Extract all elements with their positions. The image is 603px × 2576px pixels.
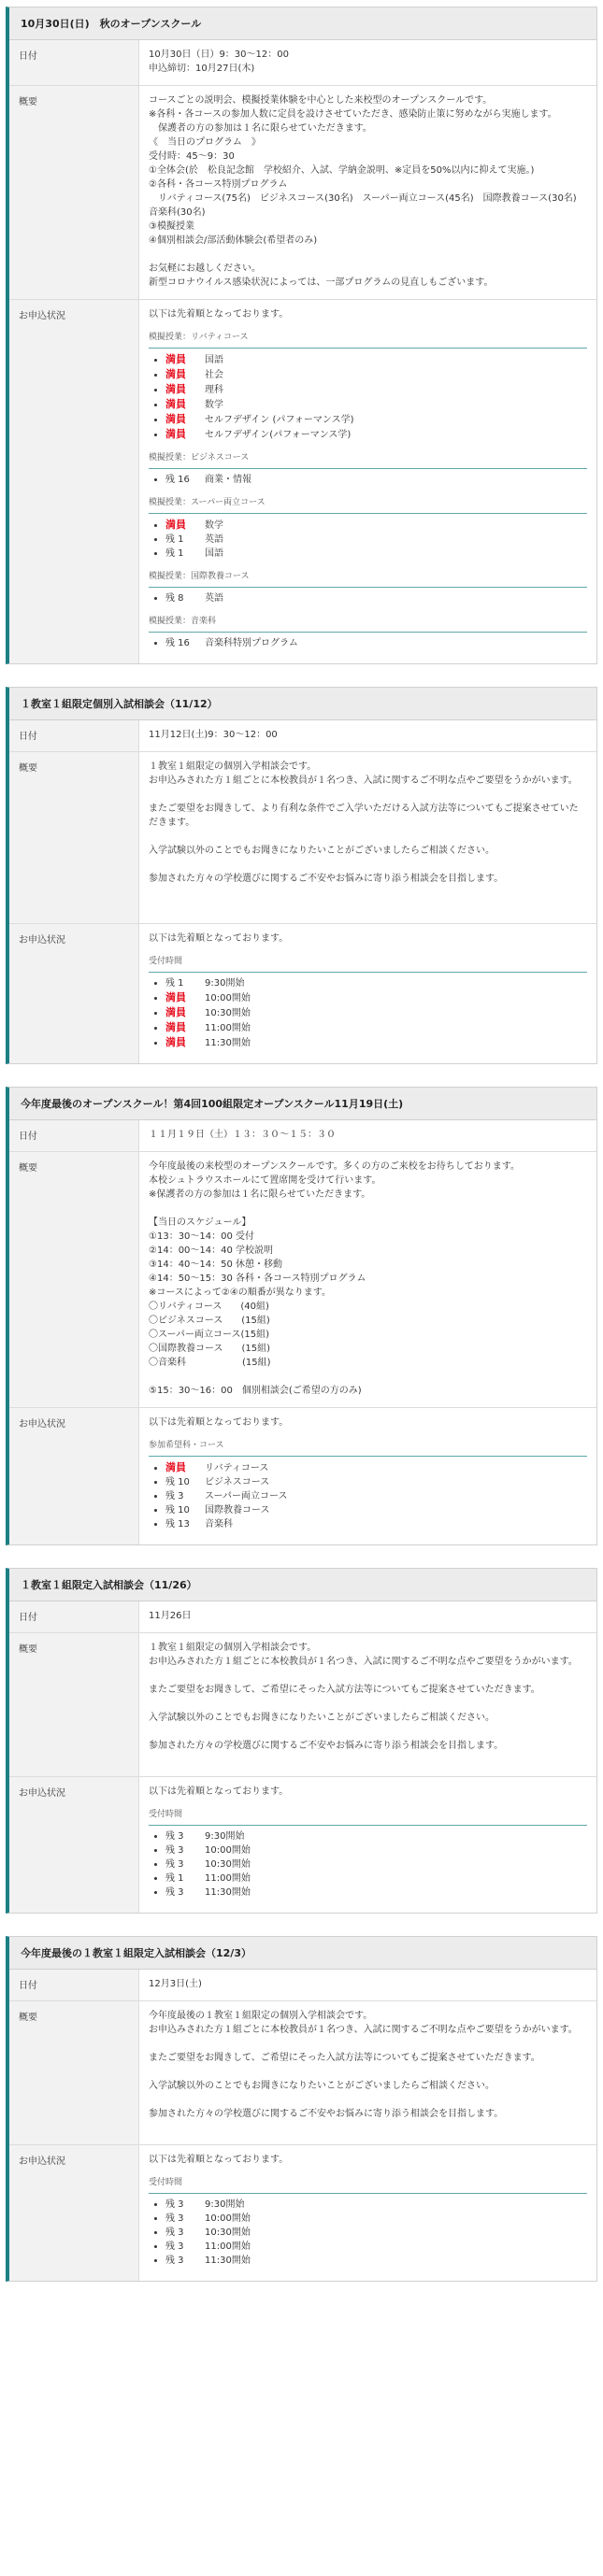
date-row: [9, 40, 596, 86]
slot-item: [165, 1829, 587, 1843]
summary-line: お申込みされた方１組ごとに本校教員が１名つき、入試に関するご不明な点やご要望をうかがいます。: [149, 2025, 578, 2035]
summary-line: 保護者の方の参加は１名に限らせていただきます。: [149, 123, 372, 134]
slot-item: [165, 1035, 587, 1050]
slot-item: [165, 412, 587, 427]
slot-text: 10:30開始: [205, 2227, 251, 2238]
summary-line: [149, 788, 587, 802]
date-row: [9, 1601, 596, 1633]
slot-text: 10:30開始: [205, 1008, 251, 1018]
summary-line: 【当日のスケジュール】: [149, 1217, 251, 1228]
summary-line: リバティコース(75名) ビジネスコース(30名) スーパー両立コース(45名) 国際教養コース(30名) 音楽科(30名): [149, 193, 586, 218]
slot-text: 国際教養コース: [205, 1505, 270, 1516]
summary-line: またご要望をお聞きして、ご希望にそった入試方法等についてもご提案させていただきます。: [149, 2053, 540, 2063]
status-lead: 以下は先着順となっております。: [149, 2155, 289, 2165]
slot-text: 英語: [205, 593, 223, 604]
slot-text: ビジネスコース: [205, 1477, 270, 1487]
slot-item: [165, 1517, 587, 1531]
summary-line: [149, 886, 587, 900]
slot-group-label: 模擬授業：スーパー両立コース: [149, 496, 587, 514]
summary-line: お申込みされた方１組ごとに本校教員が１名つき、入試に関するご不明な点やご要望をうかがいます。: [149, 776, 578, 786]
remaining-count: 残 3: [165, 2242, 184, 2252]
summary-line: [149, 900, 587, 914]
slot-text: 9:30開始: [205, 978, 245, 989]
slot-group-label: 受付時間: [149, 1808, 587, 1826]
slot-item: [165, 1886, 587, 1900]
summary-line: ※保護者の方の参加は１名に限らせていただきます。: [149, 1189, 371, 1200]
summary-label: 概要: [9, 1633, 139, 1776]
status-value: [139, 1777, 596, 1913]
summary-label: 概要: [9, 752, 139, 923]
slot-item: [165, 382, 587, 397]
slot-list: [149, 1460, 587, 1531]
slot-text: 11:00開始: [205, 1873, 251, 1884]
slot-item: [165, 2226, 587, 2240]
slot-text: 国語: [205, 355, 223, 365]
slot-text: 9:30開始: [205, 1831, 245, 1842]
status-value: [139, 2145, 596, 2281]
slot-item: [165, 1020, 587, 1035]
summary-row: [9, 752, 596, 924]
status-value: [139, 1408, 596, 1544]
remaining-count: 残 3: [165, 2199, 184, 2210]
date-label: 日付: [9, 1970, 139, 2000]
status-value: [139, 924, 596, 1063]
summary-label: 概要: [9, 1152, 139, 1407]
remaining-count: 残 3: [165, 1887, 184, 1898]
slot-item: [165, 1005, 587, 1020]
slot-text: 10:00開始: [205, 2213, 251, 2224]
slot-text: 11:00開始: [205, 1023, 251, 1033]
summary-value: [139, 1633, 596, 1776]
summary-line: [149, 1669, 587, 1683]
slot-item: [165, 518, 587, 533]
date-label: 日付: [9, 1601, 139, 1632]
remaining-count: 残 3: [165, 1491, 184, 1501]
full-badge: 満員: [165, 368, 186, 380]
slot-list: [149, 1829, 587, 1900]
summary-line: 〇音楽科 (15組): [149, 1358, 271, 1368]
date-value: [139, 1601, 596, 1632]
date-value: [139, 40, 596, 85]
status-row: [9, 1777, 596, 1913]
slot-item: [165, 1872, 587, 1886]
remaining-count: 残 13: [165, 1519, 190, 1530]
slot-item: [165, 473, 587, 487]
summary-line: ③14：40～14：50 休憩・移動: [149, 1260, 283, 1270]
full-badge: 満員: [165, 1461, 186, 1473]
date-row: [9, 720, 596, 752]
remaining-count: 残 1: [165, 1873, 184, 1884]
slot-item: [165, 1489, 587, 1503]
summary-line: [149, 1725, 587, 1739]
summary-row: [9, 86, 596, 300]
event-title: 今年度最後のオープンスクール！第4回100組限定オープンスクール11月19日(土): [9, 1088, 596, 1120]
summary-line: 入学試験以外のことでもお聞きになりたいことがございましたらご相談ください。: [149, 2081, 495, 2091]
slot-list: [149, 518, 587, 561]
slot-item: [165, 533, 587, 547]
remaining-count: 残 3: [165, 1831, 184, 1842]
summary-line: 参加された方々の学校選びに関するご不安やお悩みに寄り添う相談会を目指します。: [149, 2109, 504, 2119]
summary-row: [9, 1152, 596, 1408]
date-line: 11月12日(土)9：30～12：00: [149, 730, 278, 740]
slot-text: 音楽科: [205, 1519, 233, 1530]
summary-line: 《 当日のプログラム 》: [149, 137, 261, 148]
remaining-count: 残 10: [165, 1477, 190, 1487]
event-section: [6, 1568, 597, 1914]
slot-text: 商業・情報: [205, 475, 251, 485]
remaining-count: 残 8: [165, 593, 184, 604]
slot-item: [165, 976, 587, 990]
summary-line: 〇スーパー両立コース(15組): [149, 1330, 270, 1340]
status-row: [9, 300, 596, 663]
slot-text: 11:30開始: [205, 1038, 251, 1048]
summary-line: 参加された方々の学校選びに関するご不安やお悩みに寄り添う相談会を目指します。: [149, 874, 504, 884]
full-badge: 満員: [165, 1006, 186, 1018]
slot-text: 11:30開始: [205, 2256, 251, 2266]
summary-line: ③模擬授業: [149, 221, 194, 232]
remaining-count: 残 3: [165, 1845, 184, 1856]
remaining-count: 残 10: [165, 1505, 190, 1516]
slot-text: 社会: [205, 370, 223, 380]
status-value: [139, 300, 596, 663]
remaining-count: 残 3: [165, 2227, 184, 2238]
slot-list: [149, 636, 587, 650]
slot-item: [165, 1857, 587, 1872]
slot-item: [165, 397, 587, 412]
slot-list: [149, 976, 587, 1050]
slot-list: [149, 473, 587, 487]
date-value: [139, 1970, 596, 2000]
summary-line: [149, 1753, 587, 1767]
summary-line: [149, 1370, 587, 1384]
summary-line: ⑤15：30～16：00 個別相談会(ご希望の方のみ): [149, 1386, 362, 1396]
date-label: 日付: [9, 1120, 139, 1151]
status-label: お申込状況: [9, 924, 139, 1063]
summary-line: 参加された方々の学校選びに関するご不安やお悩みに寄り添う相談会を目指します。: [149, 1741, 504, 1751]
slot-item: [165, 1843, 587, 1857]
slot-item: [165, 591, 587, 605]
slot-text: 理科: [205, 385, 223, 395]
date-label: 日付: [9, 720, 139, 751]
slot-item: [165, 636, 587, 650]
slot-group-label: 受付時間: [149, 2176, 587, 2194]
remaining-count: 残 3: [165, 2256, 184, 2266]
status-lead: 以下は先着順となっております。: [149, 309, 289, 320]
remaining-count: 残 1: [165, 534, 184, 545]
summary-line: ※コースによって②④の順番が異なります。: [149, 1288, 332, 1298]
summary-line: [149, 248, 587, 262]
summary-line: ②14：00～14：40 学校説明: [149, 1245, 274, 1256]
slot-item: [165, 367, 587, 382]
event-title: １教室１組限定入試相談会（11/26）: [9, 1569, 596, 1601]
summary-line: またご要望をお聞きして、より有利な条件でご入学いただける入試方法等についてもご提案させていただきます。: [149, 804, 579, 828]
summary-line: 〇ビジネスコース (15組): [149, 1316, 270, 1326]
slot-group-label: 模擬授業：音楽科: [149, 615, 587, 633]
slot-item: [165, 2254, 587, 2268]
summary-line: お気軽にお越しください。: [149, 263, 261, 274]
slot-list: [149, 352, 587, 442]
summary-line: 今年度最後の１教室１組限定の個別入学相談会です。: [149, 2011, 373, 2021]
status-label: お申込状況: [9, 1408, 139, 1544]
full-badge: 満員: [165, 353, 186, 365]
slot-text: 11:00開始: [205, 2242, 251, 2252]
slot-text: セルフデザイン (パフォーマンス学): [205, 415, 354, 425]
summary-value: [139, 86, 596, 299]
summary-line: コースごとの説明会、模擬授業体験を中心とした来校型のオープンスクールです。: [149, 95, 493, 106]
full-badge: 満員: [165, 413, 186, 425]
summary-line: 〇国際教養コース (15組): [149, 1344, 271, 1354]
event-section: [6, 7, 597, 664]
slot-item: [165, 427, 587, 442]
date-label: 日付: [9, 40, 139, 85]
date-line: 申込締切：10月27日(木): [149, 64, 255, 74]
summary-line: [149, 858, 587, 872]
date-value: [139, 720, 596, 751]
slot-text: 数学: [205, 400, 223, 410]
remaining-count: 残 1: [165, 548, 184, 559]
slot-item: [165, 2240, 587, 2254]
summary-line: [149, 2065, 587, 2079]
remaining-count: 残 16: [165, 638, 190, 648]
slot-list: [149, 591, 587, 605]
slot-text: 11:30開始: [205, 1887, 251, 1898]
slot-text: 9:30開始: [205, 2199, 245, 2210]
slot-item: [165, 2198, 587, 2212]
summary-line: お申込みされた方１組ごとに本校教員が１名つき、入試に関するご不明な点やご要望をうかがいます。: [149, 1657, 578, 1667]
remaining-count: 残 3: [165, 1859, 184, 1870]
slot-text: 数学: [205, 520, 223, 531]
event-title: 今年度最後の１教室１組限定入試相談会（12/3）: [9, 1937, 596, 1970]
summary-line: ※各科・各コースの参加人数に定員を設けさせていただき、感染防止策に努めながら実施します。: [149, 109, 557, 120]
slot-text: 10:00開始: [205, 993, 251, 1003]
summary-value: [139, 1152, 596, 1407]
summary-line: [149, 2037, 587, 2051]
status-label: お申込状況: [9, 1777, 139, 1913]
summary-line: 本校シュトラウスホールにて置席開を受けて行います。: [149, 1175, 381, 1186]
slot-list: [149, 2198, 587, 2268]
full-badge: 満員: [165, 1036, 186, 1048]
summary-line: [149, 1697, 587, 1711]
remaining-count: 残 1: [165, 978, 184, 989]
slot-group-label: 参加希望科・コース: [149, 1439, 587, 1457]
slot-item: [165, 1460, 587, 1475]
summary-line: ④個別相談会/部活動体験会(希望者のみ): [149, 235, 318, 246]
slot-text: 音楽科特別プログラム: [205, 638, 298, 648]
slot-item: [165, 2212, 587, 2226]
summary-row: [9, 2001, 596, 2145]
status-row: [9, 2145, 596, 2281]
status-lead: 以下は先着順となっております。: [149, 1417, 289, 1428]
summary-line: 〇リバティコース (40組): [149, 1302, 269, 1312]
slot-text: セルフデザイン(パフォーマンス学): [205, 430, 352, 440]
summary-line: １教室１組限定の個別入学相談会です。: [149, 1643, 317, 1653]
remaining-count: 残 3: [165, 2213, 184, 2224]
date-line: 12月3日(土): [149, 1979, 202, 1989]
summary-line: ①13：30～14：00 受付: [149, 1231, 255, 1242]
full-badge: 満員: [165, 519, 186, 531]
event-title: 10月30日(日) 秋のオープンスクール: [9, 7, 596, 40]
slot-item: [165, 1475, 587, 1489]
summary-line: 入学試験以外のことでもお聞きになりたいことがございましたらご相談ください。: [149, 846, 495, 856]
event-title: １教室１組限定個別入試相談会（11/12）: [9, 688, 596, 720]
summary-row: [9, 1633, 596, 1777]
event-section: [6, 1936, 597, 2282]
summary-line: [149, 1202, 587, 1216]
summary-line: 新型コロナウイルス感染状況によっては、一部プログラムの見直しもございます。: [149, 278, 494, 288]
summary-label: 概要: [9, 86, 139, 299]
summary-line: ②各科・各コース特別プログラム: [149, 179, 288, 190]
full-badge: 満員: [165, 1021, 186, 1033]
slot-group-label: 模擬授業：国際教養コース: [149, 570, 587, 588]
date-row: [9, 1970, 596, 2001]
summary-line: 入学試験以外のことでもお聞きになりたいことがございましたらご相談ください。: [149, 1713, 495, 1723]
full-badge: 満員: [165, 428, 186, 440]
status-lead: 以下は先着順となっております。: [149, 1786, 289, 1797]
slot-text: スーパー両立コース: [205, 1491, 288, 1501]
status-row: [9, 924, 596, 1063]
slot-group-label: 受付時間: [149, 955, 587, 973]
date-line: 11月26日: [149, 1611, 192, 1621]
slot-group-label: 模擬授業：リバティコース: [149, 331, 587, 349]
summary-label: 概要: [9, 2001, 139, 2144]
event-section: [6, 1087, 597, 1545]
status-lead: 以下は先着順となっております。: [149, 933, 289, 944]
slot-text: 国語: [205, 548, 223, 559]
summary-line: [149, 2121, 587, 2135]
summary-line: またご要望をお聞きして、ご希望にそった入試方法等についてもご提案させていただきます。: [149, 1685, 540, 1695]
slot-item: [165, 990, 587, 1005]
date-line: 10月30日（日）9：30～12：00: [149, 50, 289, 60]
summary-line: ①全体会(於 松良記念館 学校紹介、入試、学納金説明、※定員を50%以内に抑えて実施。): [149, 165, 535, 176]
summary-line: ④14：50～15：30 各科・各コース特別プログラム: [149, 1274, 366, 1284]
slot-text: リバティコース: [205, 1463, 269, 1473]
summary-line: 今年度最後の来校型のオープンスクールです。多くの方のご来校をお待ちしております。: [149, 1161, 520, 1172]
summary-line: [149, 830, 587, 844]
date-row: [9, 1120, 596, 1152]
summary-value: [139, 752, 596, 923]
date-line: １１月１９日（土）１３：３０～１５：３０: [149, 1130, 336, 1140]
event-section: [6, 687, 597, 1064]
summary-line: [149, 2093, 587, 2107]
slot-item: [165, 1503, 587, 1517]
status-label: お申込状況: [9, 300, 139, 663]
status-label: お申込状況: [9, 2145, 139, 2281]
slot-text: 10:30開始: [205, 1859, 251, 1870]
date-value: [139, 1120, 596, 1151]
slot-text: 10:00開始: [205, 1845, 251, 1856]
summary-line: １教室１組限定の個別入学相談会です。: [149, 761, 317, 772]
full-badge: 満員: [165, 383, 186, 395]
remaining-count: 残 16: [165, 475, 190, 485]
slot-text: 英語: [205, 534, 223, 545]
status-row: [9, 1408, 596, 1544]
summary-line: 受付時：45～9：30: [149, 151, 235, 162]
full-badge: 満員: [165, 398, 186, 410]
slot-item: [165, 352, 587, 367]
slot-item: [165, 547, 587, 561]
slot-group-label: 模擬授業：ビジネスコース: [149, 451, 587, 469]
summary-value: [139, 2001, 596, 2144]
full-badge: 満員: [165, 991, 186, 1003]
